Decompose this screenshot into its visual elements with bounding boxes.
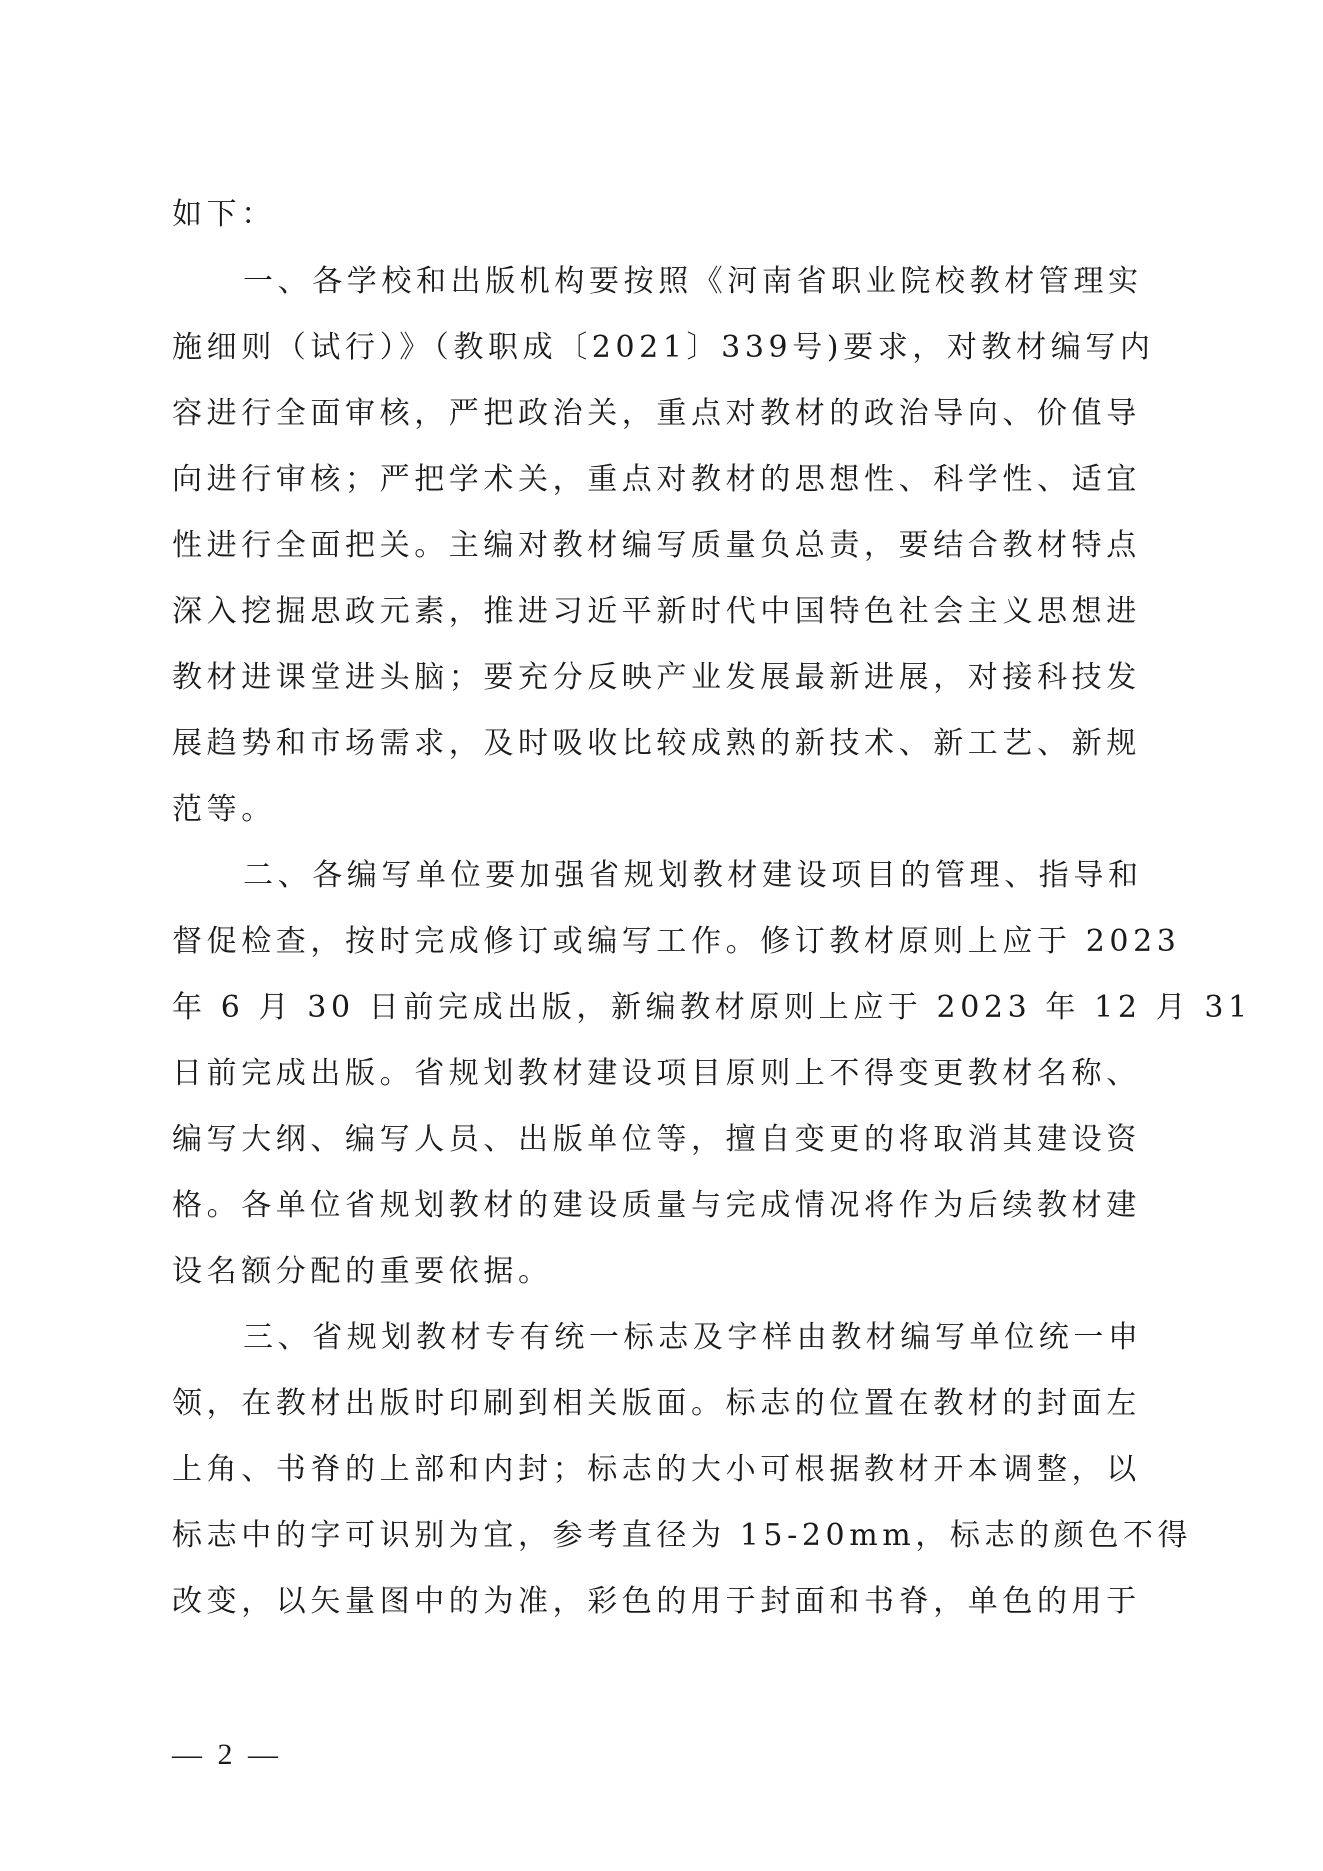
text-line-17: 设名额分配的重要依据。: [172, 1254, 553, 1289]
text-line-12: 督促检查，按时完成修订或编写工作。修订教材原则上应于 2023: [172, 924, 1181, 959]
text-line-18: 三、省规划教材专有统一标志及字样由教材编写单位统一申: [243, 1320, 1143, 1355]
text-line-1: 如下：: [172, 197, 276, 232]
page-number: — 2 —: [172, 1738, 282, 1771]
text-line-9: 展趋势和市场需求，及时吸收比较成熟的新技术、新工艺、新规: [172, 726, 1141, 761]
text-line-22: 改变，以矢量图中的为准，彩色的用于封面和书脊，单色的用于: [172, 1584, 1141, 1619]
text-line-10: 范等。: [172, 792, 276, 827]
text-line-16: 格。各单位省规划教材的建设质量与完成情况将作为后续教材建: [172, 1188, 1141, 1223]
text-line-6: 性进行全面把关。主编对教材编写质量负总责，要结合教材特点: [172, 528, 1141, 563]
text-line-7: 深入挖掘思政元素，推进习近平新时代中国特色社会主义思想进: [172, 594, 1141, 629]
text-line-5: 向进行审核；严把学术关，重点对教材的思想性、科学性、适宜: [172, 462, 1141, 497]
text-line-14: 日前完成出版。省规划教材建设项目原则上不得变更教材名称、: [172, 1056, 1141, 1091]
text-line-8: 教材进课堂进头脑；要充分反映产业发展最新进展，对接科技发: [172, 660, 1141, 695]
text-line-13: 年 6 月 30 日前完成出版，新编教材原则上应于 2023 年 12 月 31: [172, 990, 1252, 1025]
text-line-11: 二、各编写单位要加强省规划教材建设项目的管理、指导和: [243, 858, 1143, 893]
text-line-15: 编写大纲、编写人员、出版单位等，擅自变更的将取消其建设资: [172, 1122, 1141, 1157]
text-line-3: 施细则（试行）》（教职成〔2021〕339号)要求，对教材编写内: [172, 330, 1155, 365]
text-line-2: 一、各学校和出版机构要按照《河南省职业院校教材管理实: [243, 264, 1143, 299]
text-line-4: 容进行全面审核，严把政治关，重点对教材的政治导向、价值导: [172, 396, 1141, 431]
text-line-20: 上角、书脊的上部和内封；标志的大小可根据教材开本调整，以: [172, 1452, 1141, 1487]
text-line-21: 标志中的字可识别为宜，参考直径为 15-20mm，标志的颜色不得: [172, 1518, 1193, 1553]
text-line-19: 领，在教材出版时印刷到相关版面。标志的位置在教材的封面左: [172, 1386, 1141, 1421]
